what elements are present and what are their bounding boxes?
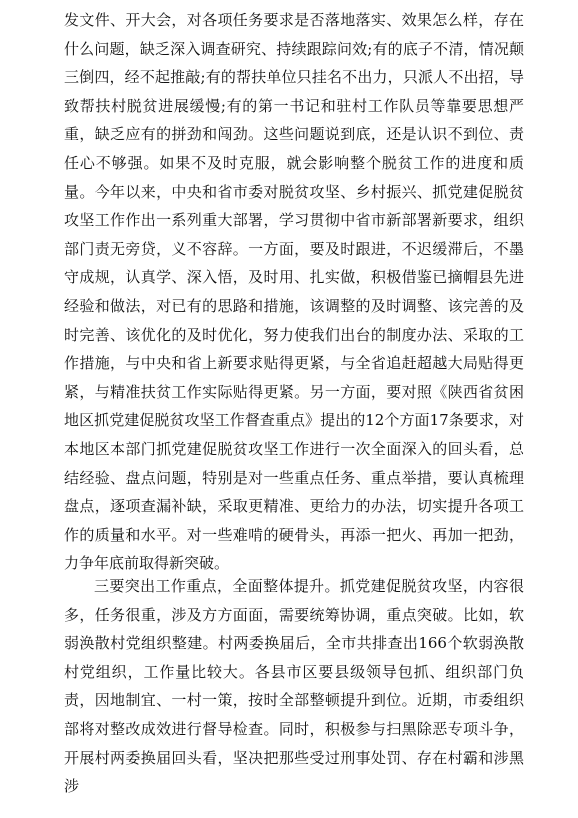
body-paragraph: 发文件、开大会，对各项任务要求是否落地落实、效果怎么样，存在什么问题，缺乏深入调查研究、持续跟踪问效;有的底子不清，情况颠三倒四，经不起推敲;有的帮扶单位只挂名不出力，只派人不出招，导致帮扶村脱贫进展缓慢;有的第一书记和驻村工作队员等靠要思想严重，缺乏应有的拼劲和闯劲。这些问题说到底，还是认识不到位、责任心不够强。如果不及时克服，就会影响整个脱贫工作的进度和质量。今年以来，中央和省市委对脱贫攻坚、乡村振兴、抓党建促脱贫攻坚工作作出一系列重大部署，学习贯彻中省市新部署新要求，组织部门责无旁贷，义不容辞。一方面，要及时跟进，不迟缓滞后，不墨守成规，认真学、深入悟，及时用、扎实做，积极借鉴已摘帽县先进经验和做法，对已有的思路和措施，该调整的及时调整、该完善的及时完善、该优化的及时优化，努力使我们出台的制度办法、采取的工作措施，与中央和省上新要求贴得更紧，与全省追赶超越大局贴得更紧，与精准扶贫工作实际贴得更紧。另一方面，要对照《陕西省贫困地区抓党建促脱贫攻坚工作督查重点》提出的12个方面17条要求，对本地区本部门抓党建促脱贫攻坚工作进行一次全面深入的回头看，总结经验、盘点问题，特别是对一些重点任务、重点举措，要认真梳理盘点，逐项查漏补缺，采取更精准、更给力的办法，切实提升各项工作的质量和水平。对一些难啃的硬骨头，再添一把火、再加一把劲，力争年底前取得新突破。 — [64, 11, 524, 573]
body-paragraph: 三要突出工作重点，全面整体提升。抓党建促脱贫攻坚，内容很多，任务很重，涉及方方面面，需要统筹协调，重点突破。比如，软弱涣散村党组织整建。村两委换届后，全市共排查出166个软弱涣散村党组织，工作量比较大。各县市区要县级领导包抓、组织部门负责，因地制宜、一村一策，按时全部整顿提升到位。近期，市委组织部将对整改成效进行督导检查。同时，积极参与扫黑除恶专项斗争，开展村两委换届回头看，坚决把那些受过刑事处罚、存在村霸和涉黑涉 — [64, 577, 524, 796]
